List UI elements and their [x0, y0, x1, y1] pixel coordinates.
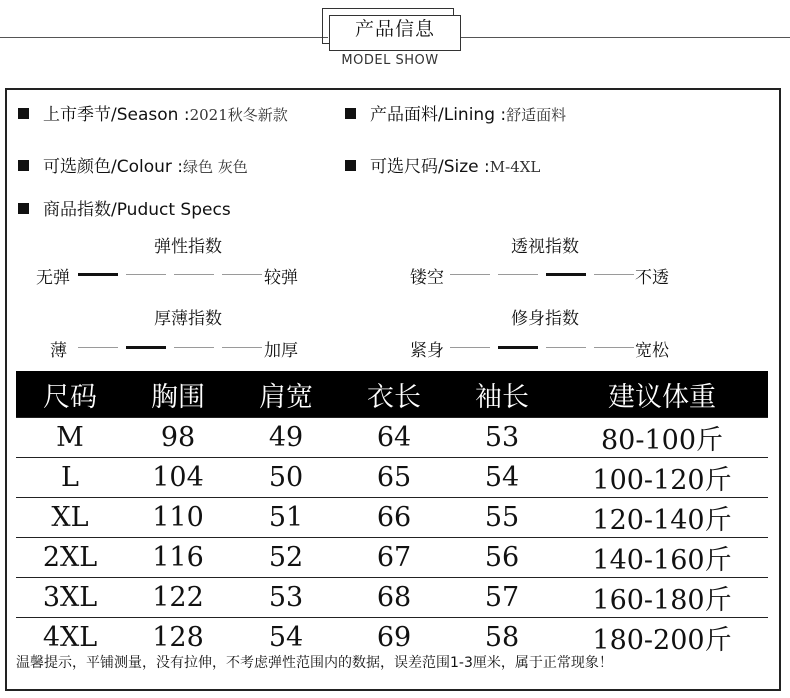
- header-length: 衣长: [340, 371, 448, 418]
- elasticity-title: 弹性指数: [154, 237, 222, 257]
- header-weight: 建议体重: [556, 371, 768, 418]
- measurement-note: 温馨提示，平铺测量，没有拉伸，不考虑弹性范围内的数据，误差范围1-3厘米，属于正常现象！: [16, 655, 613, 671]
- chest-cell: 116: [124, 538, 232, 578]
- colour-info: [18, 152, 248, 177]
- thickness-right-label: 加厚: [264, 341, 298, 361]
- elasticity-scale-segment: [126, 274, 166, 275]
- fit-right-label: 宽松: [635, 341, 669, 361]
- weight-cell: 140-160斤: [556, 538, 768, 578]
- transparency-scale-segment: [450, 274, 490, 275]
- table-row: [16, 538, 768, 578]
- header-shoulder: 肩宽: [232, 371, 340, 418]
- thickness-scale-segment: [78, 347, 118, 348]
- header-rule-right: [460, 37, 790, 38]
- lining-label: 产品面料/Lining :: [370, 105, 507, 125]
- fit-scale-segment: [594, 347, 634, 348]
- fit-left-label: 紧身: [410, 341, 444, 361]
- elasticity-scale-segment: [78, 273, 118, 276]
- chest-cell: 98: [124, 418, 232, 458]
- table-row: [16, 498, 768, 538]
- size-info: [345, 152, 540, 177]
- bullet-icon: [18, 160, 29, 171]
- header-rule-left: [0, 37, 328, 38]
- size-cell: 4XL: [16, 618, 124, 658]
- size-label: 可选尺码/Size :: [370, 157, 490, 177]
- size-cell: XL: [16, 498, 124, 538]
- chest-cell: 122: [124, 578, 232, 618]
- transparency-left-label: 镂空: [410, 268, 444, 288]
- shoulder-cell: 52: [232, 538, 340, 578]
- length-cell: 65: [340, 458, 448, 498]
- lining-value: 舒适面料: [506, 106, 567, 124]
- thickness-scale-segment: [174, 347, 214, 348]
- thickness-scale-segment: [126, 346, 166, 349]
- lining-info: [345, 100, 566, 125]
- transparency-title: 透视指数: [511, 237, 579, 257]
- season-label: 上市季节/Season :: [43, 105, 190, 125]
- elasticity-left-label: 无弹: [36, 268, 70, 288]
- elasticity-right-label: 较弹: [264, 268, 298, 288]
- header-chest: 胸围: [124, 371, 232, 418]
- bullet-icon: [18, 203, 29, 214]
- length-cell: 69: [340, 618, 448, 658]
- colour-value: 绿色 灰色: [183, 158, 248, 176]
- size-table: [16, 371, 768, 657]
- transparency-right-label: 不透: [635, 268, 669, 288]
- length-cell: 66: [340, 498, 448, 538]
- transparency-scale-segment: [546, 273, 586, 276]
- header-sleeve: 袖长: [448, 371, 556, 418]
- size-cell: 2XL: [16, 538, 124, 578]
- season-info: [18, 100, 288, 125]
- shoulder-cell: 51: [232, 498, 340, 538]
- elasticity-scale-segment: [174, 274, 214, 275]
- size-cell: 3XL: [16, 578, 124, 618]
- size-cell: M: [16, 418, 124, 458]
- length-cell: 64: [340, 418, 448, 458]
- colour-label: 可选颜色/Colour :: [43, 157, 184, 177]
- length-cell: 68: [340, 578, 448, 618]
- specs-label: 商品指数/Puduct Specs: [43, 200, 231, 220]
- weight-cell: 180-200斤: [556, 618, 768, 658]
- transparency-scale-segment: [498, 274, 538, 275]
- table-row: [16, 578, 768, 618]
- shoulder-cell: 53: [232, 578, 340, 618]
- table-row: [16, 458, 768, 498]
- length-cell: 67: [340, 538, 448, 578]
- transparency-scale-segment: [594, 274, 634, 275]
- elasticity-scale-segment: [222, 274, 262, 275]
- fit-scale-segment: [546, 347, 586, 348]
- size-cell: L: [16, 458, 124, 498]
- chest-cell: 104: [124, 458, 232, 498]
- page-title: 产品信息: [354, 18, 435, 40]
- bullet-icon: [18, 108, 29, 119]
- shoulder-cell: 50: [232, 458, 340, 498]
- weight-cell: 80-100斤: [556, 418, 768, 458]
- page-subtitle: MODEL SHOW: [341, 53, 439, 68]
- sleeve-cell: 56: [448, 538, 556, 578]
- sleeve-cell: 54: [448, 458, 556, 498]
- weight-cell: 100-120斤: [556, 458, 768, 498]
- sleeve-cell: 57: [448, 578, 556, 618]
- thickness-title: 厚薄指数: [154, 309, 222, 329]
- chest-cell: 128: [124, 618, 232, 658]
- thickness-scale-segment: [222, 347, 262, 348]
- header-size: 尺码: [16, 371, 124, 418]
- size-value: M-4XL: [489, 158, 541, 176]
- thickness-left-label: 薄: [50, 341, 67, 361]
- fit-scale-segment: [450, 347, 490, 348]
- table-header-row: [16, 371, 768, 418]
- bullet-icon: [345, 108, 356, 119]
- chest-cell: 110: [124, 498, 232, 538]
- sleeve-cell: 58: [448, 618, 556, 658]
- shoulder-cell: 54: [232, 618, 340, 658]
- season-value: 2021秋冬新款: [189, 106, 288, 124]
- sleeve-cell: 55: [448, 498, 556, 538]
- specs-info: [18, 195, 231, 220]
- shoulder-cell: 49: [232, 418, 340, 458]
- table-row: [16, 418, 768, 458]
- fit-title: 修身指数: [511, 309, 579, 329]
- bullet-icon: [345, 160, 356, 171]
- weight-cell: 120-140斤: [556, 498, 768, 538]
- fit-scale-segment: [498, 346, 538, 349]
- weight-cell: 160-180斤: [556, 578, 768, 618]
- sleeve-cell: 53: [448, 418, 556, 458]
